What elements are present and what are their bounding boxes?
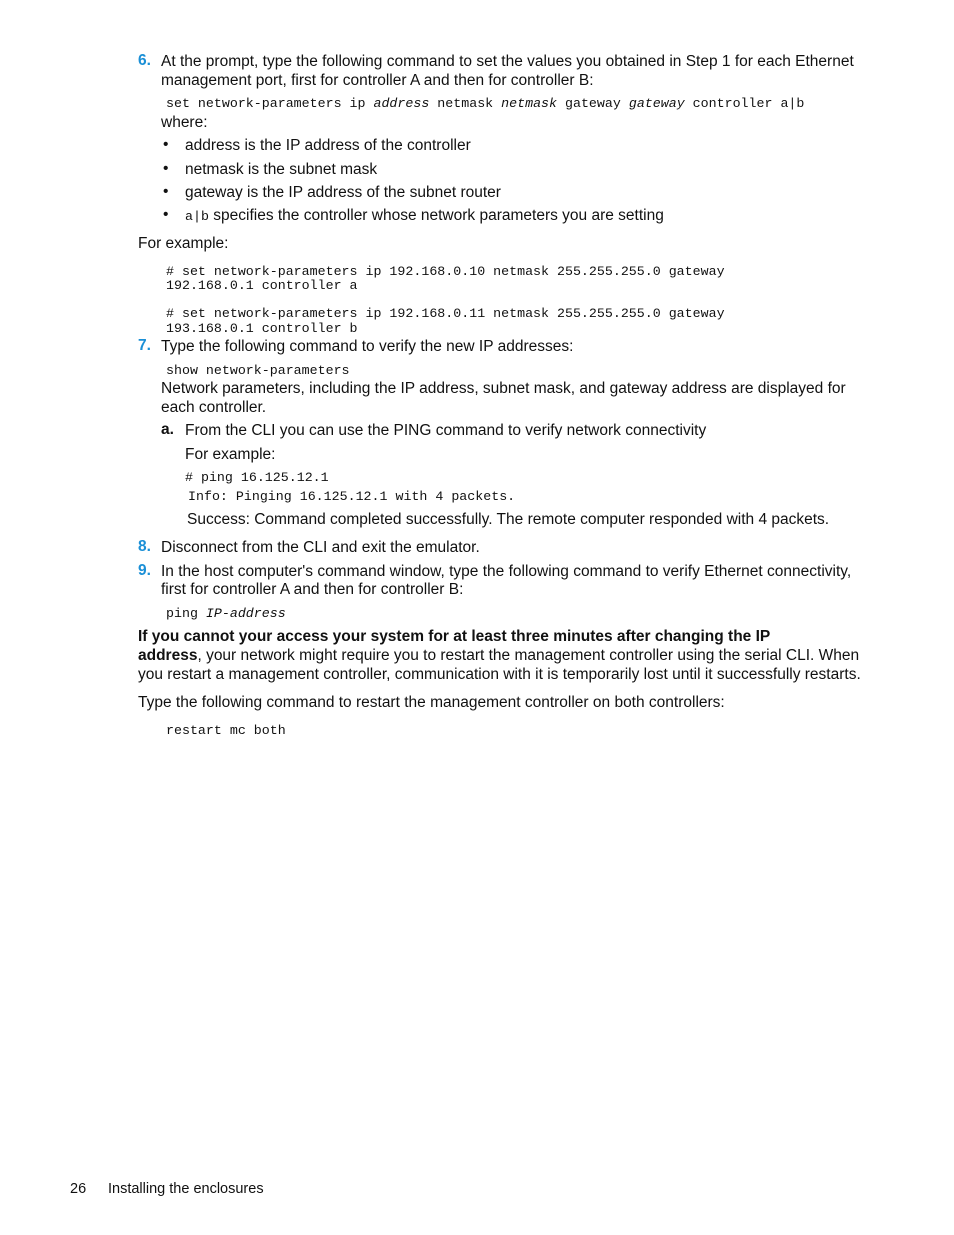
bullet-marker: • bbox=[163, 206, 169, 223]
step-text: Type the following command to verify the new IP addresses: bbox=[161, 338, 574, 355]
footer-section-title: Installing the enclosures bbox=[108, 1181, 264, 1197]
example-code: # ping 16.125.12.1 bbox=[185, 470, 329, 485]
bullet-item bbox=[185, 206, 664, 225]
example-label: For example: bbox=[138, 235, 229, 252]
restart-intro: Type the following command to restart the management controller on both controllers: bbox=[138, 694, 725, 711]
substep-label: a. bbox=[161, 421, 174, 438]
result-text: Success: Command completed successfully. The remote computer responded with 4 packets. bbox=[187, 511, 830, 528]
where-label: where: bbox=[161, 114, 208, 131]
code-argument: IP-address bbox=[205, 606, 286, 621]
example-code: Info: Pinging 16.125.12.1 with 4 packets. bbox=[188, 489, 516, 504]
step-text: first for controller A and then for controller B: bbox=[161, 581, 464, 598]
example-code: 193.168.0.1 controller b bbox=[166, 321, 358, 336]
note-text bbox=[138, 646, 859, 665]
note-emphasis: If you cannot your access your system for at least three minutes after changing the IP bbox=[138, 628, 771, 645]
note-text: , your network might require you to restart the management controller using the serial CLI. When bbox=[197, 647, 860, 664]
example-label: For example: bbox=[185, 446, 276, 463]
step-number: 7. bbox=[138, 337, 151, 354]
code-text: a|b bbox=[185, 209, 209, 224]
example-code: # set network-parameters ip 192.168.0.10 netmask 255.255.255.0 gateway bbox=[166, 264, 725, 279]
command-syntax bbox=[166, 96, 804, 111]
step-text: Network parameters, including the IP address, subnet mask, and gateway address are displayed for bbox=[161, 380, 846, 397]
code-argument: address bbox=[373, 96, 430, 111]
code-text: set network-parameters ip bbox=[166, 96, 374, 111]
note-text: you restart a management controller, communication with it is temporarily lost until it successfully restarts. bbox=[138, 666, 861, 683]
code-argument: gateway bbox=[628, 96, 685, 111]
bullet-item: netmask is the subnet mask bbox=[185, 161, 378, 178]
substep-text: From the CLI you can use the PING command to verify network connectivity bbox=[185, 422, 707, 439]
step-number: 6. bbox=[138, 52, 151, 69]
code-text: ping bbox=[166, 606, 206, 621]
note-emphasis: address bbox=[138, 647, 198, 664]
bullet-marker: • bbox=[163, 136, 169, 153]
step-text: Disconnect from the CLI and exit the emulator. bbox=[161, 539, 480, 556]
bullet-item: address is the IP address of the controller bbox=[185, 137, 471, 154]
code-text: controller a|b bbox=[684, 96, 805, 111]
page-number: 26 bbox=[70, 1181, 87, 1197]
step-number: 9. bbox=[138, 562, 151, 579]
example-code: # set network-parameters ip 192.168.0.11 netmask 255.255.255.0 gateway bbox=[166, 306, 725, 321]
example-code: 192.168.0.1 controller a bbox=[166, 278, 358, 293]
bullet-marker: • bbox=[163, 183, 169, 200]
step-text: At the prompt, type the following command to set the values you obtained in Step 1 for each Ethernet bbox=[161, 53, 854, 70]
command-syntax: restart mc both bbox=[166, 723, 286, 738]
step-text: management port, first for controller A and then for controller B: bbox=[161, 72, 594, 89]
step-text: In the host computer's command window, type the following command to verify Ethernet connectivity, bbox=[161, 563, 852, 580]
step-text: each controller. bbox=[161, 399, 267, 416]
code-text: netmask bbox=[429, 96, 502, 111]
code-text: gateway bbox=[557, 96, 629, 111]
code-argument: netmask bbox=[501, 96, 558, 111]
command-syntax: show network-parameters bbox=[166, 363, 350, 378]
step-number: 8. bbox=[138, 538, 151, 555]
bullet-text: specifies the controller whose network parameters you are setting bbox=[208, 207, 664, 224]
bullet-item: gateway is the IP address of the subnet router bbox=[185, 184, 501, 201]
bullet-marker: • bbox=[163, 160, 169, 177]
command-syntax bbox=[166, 606, 286, 621]
